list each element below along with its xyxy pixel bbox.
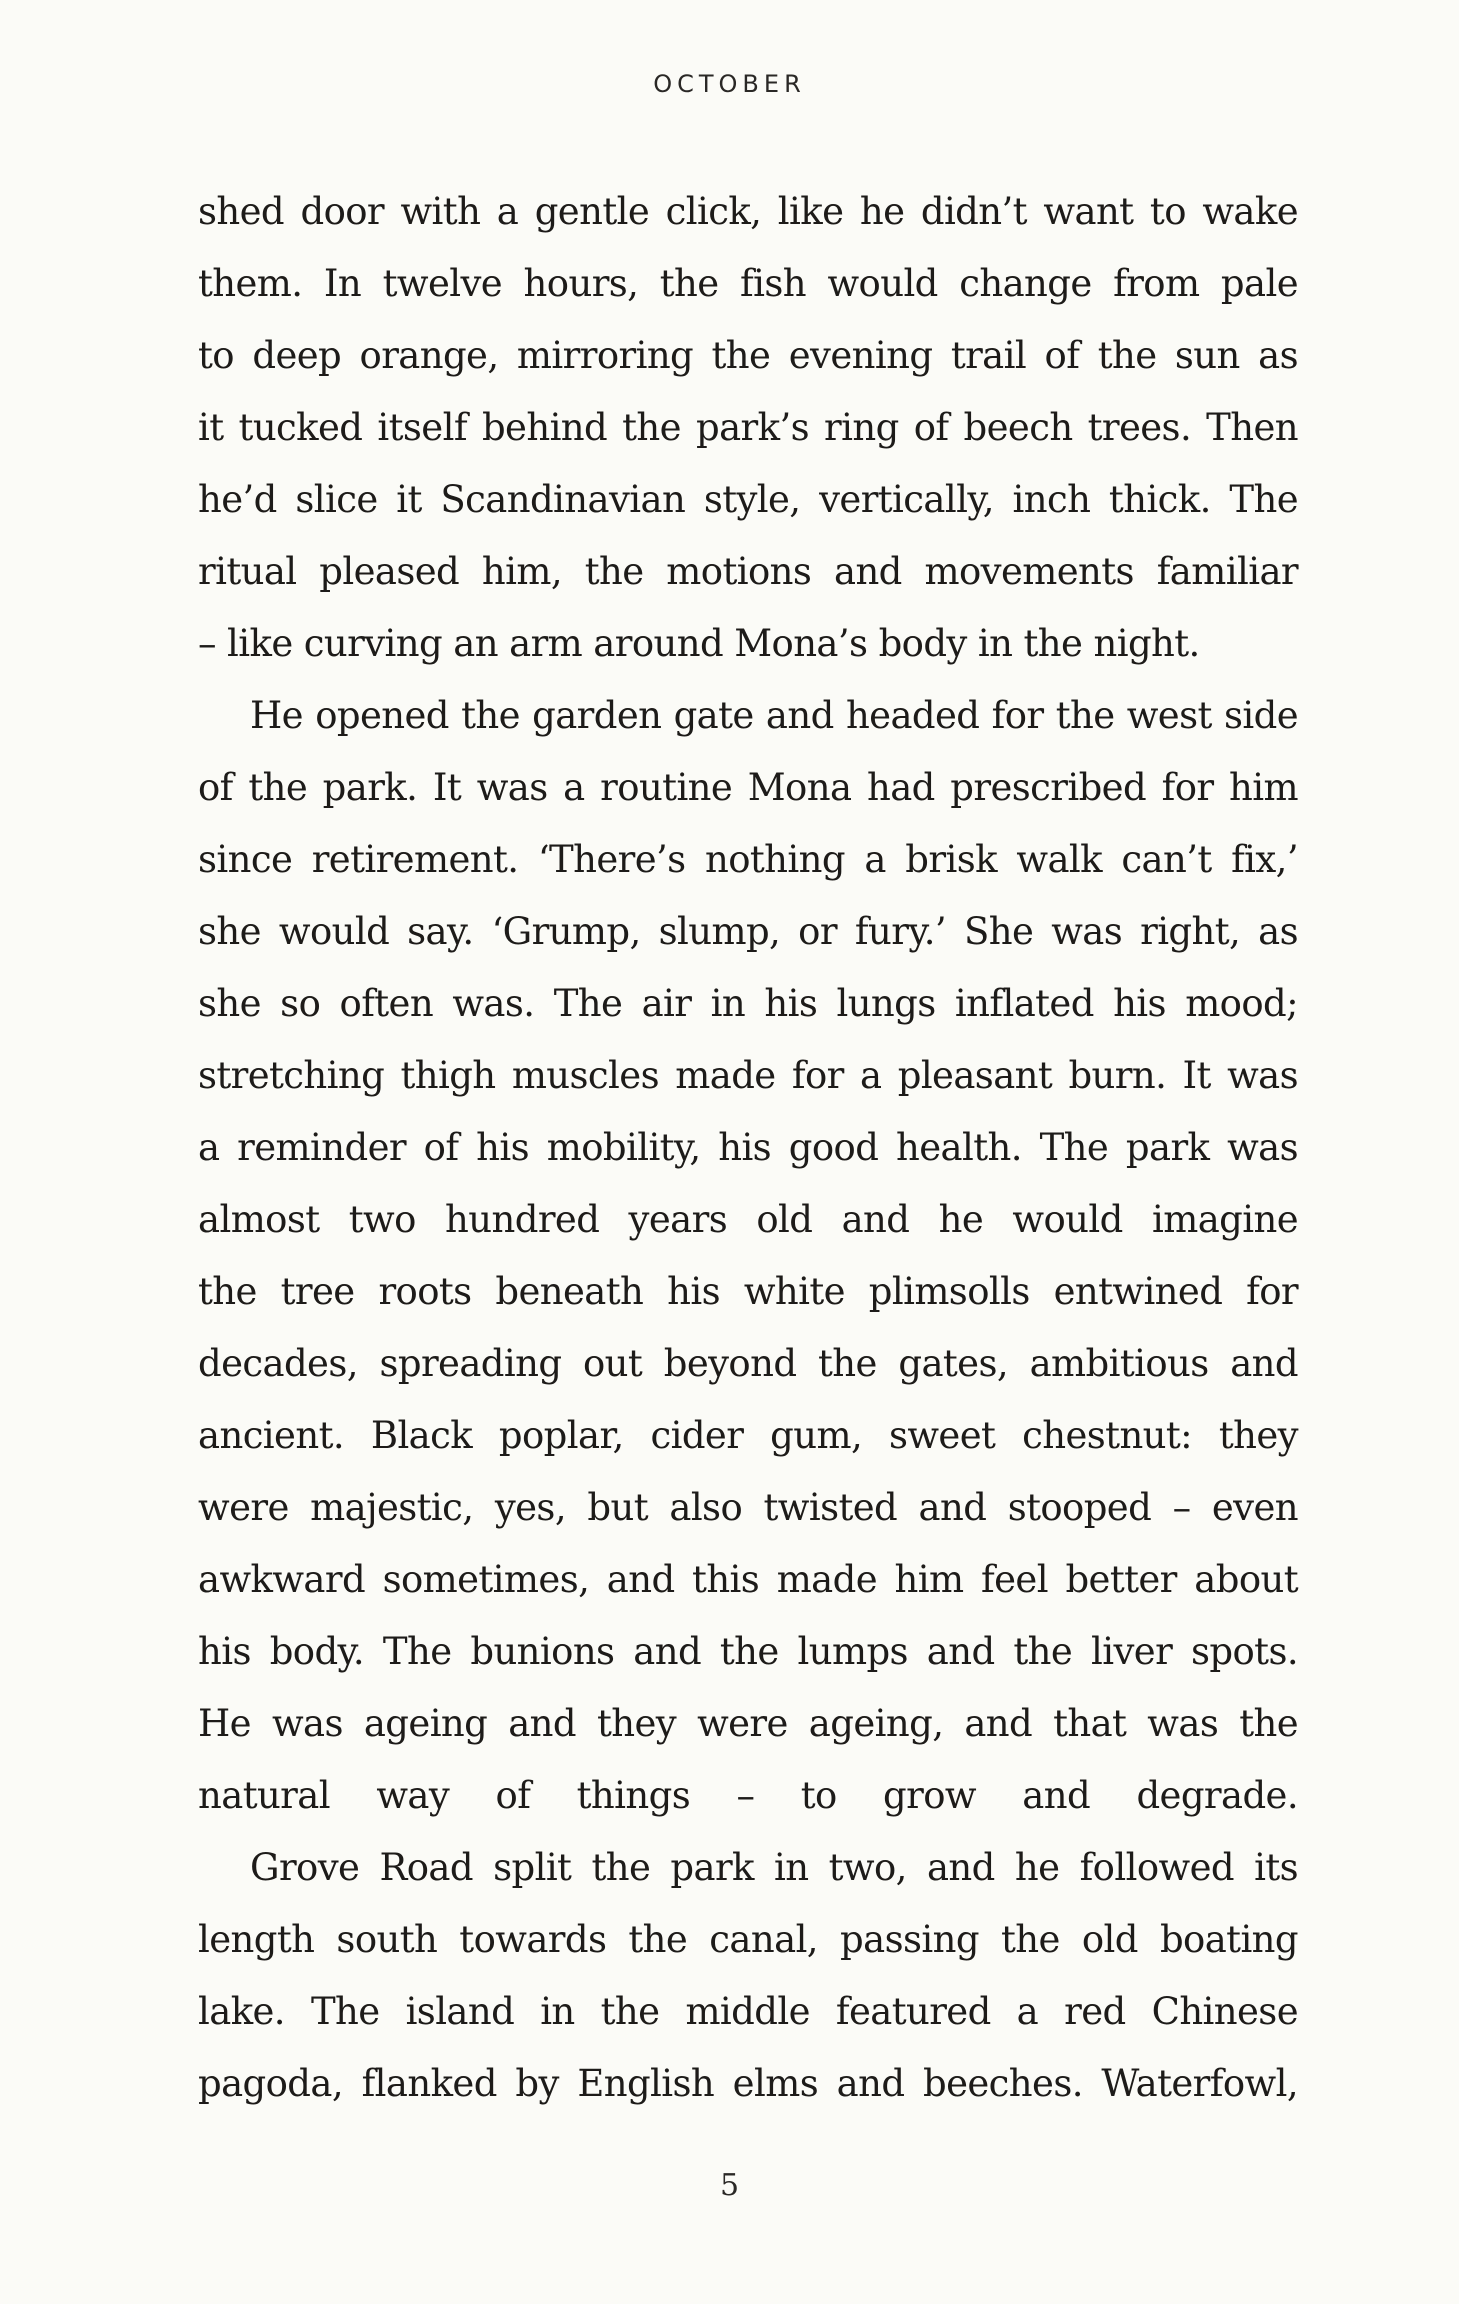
text-line: Grove Road split the park in two, and he followed its: [250, 1846, 1298, 1889]
text-line: almost two hundred years old and he would imagine: [198, 1198, 1298, 1241]
text-line: ancient. Black poplar, cider gum, sweet chestnut: they: [198, 1414, 1298, 1457]
text-line: stretching thigh muscles made for a pleasant burn. It was: [198, 1054, 1298, 1097]
running-head: OCTOBER: [653, 70, 806, 98]
body-text: [198, 176, 1298, 2120]
text-line: length south towards the canal, passing the old boating: [198, 1918, 1298, 1961]
text-line: He was ageing and they were ageing, and that was the: [198, 1702, 1298, 1745]
text-line: He opened the garden gate and headed for the west side: [250, 694, 1298, 737]
text-line: the tree roots beneath his white plimsolls entwined for: [198, 1270, 1298, 1313]
text-line: his body. The bunions and the lumps and the liver spots.: [198, 1630, 1298, 1673]
text-line: – like curving an arm around Mona’s body in the night.: [198, 622, 1200, 665]
text-line: a reminder of his mobility, his good health. The park was: [198, 1126, 1298, 1169]
text-line: awkward sometimes, and this made him feel better about: [198, 1558, 1298, 1601]
text-line: he’d slice it Scandinavian style, vertically, inch thick. The: [198, 478, 1298, 521]
page-number: 5: [719, 2168, 740, 2203]
text-line: lake. The island in the middle featured a red Chinese: [198, 1990, 1298, 2033]
text-line: it tucked itself behind the park’s ring of beech trees. Then: [198, 406, 1298, 449]
text-line: since retirement. ‘There’s nothing a brisk walk can’t fix,’: [198, 838, 1298, 881]
text-line: shed door with a gentle click, like he didn’t want to wake: [198, 190, 1298, 233]
paragraph-2: [198, 680, 1298, 1832]
paragraph-3: [198, 1832, 1298, 2120]
text-line: decades, spreading out beyond the gates, ambitious and: [198, 1342, 1298, 1385]
text-line: were majestic, yes, but also twisted and stooped – even: [198, 1486, 1298, 1529]
text-line: natural way of things – to grow and degrade.: [198, 1774, 1298, 1817]
text-line: to deep orange, mirroring the evening trail of the sun as: [198, 334, 1298, 377]
text-line: she so often was. The air in his lungs inflated his mood;: [198, 982, 1298, 1025]
text-line: ritual pleased him, the motions and movements familiar: [198, 550, 1298, 593]
text-line: them. In twelve hours, the fish would change from pale: [198, 262, 1298, 305]
text-line: pagoda, flanked by English elms and beeches. Waterfowl,: [198, 2062, 1298, 2105]
paragraph-1: [198, 176, 1298, 680]
text-line: of the park. It was a routine Mona had prescribed for him: [198, 766, 1298, 809]
text-line: she would say. ‘Grump, slump, or fury.’ She was right, as: [198, 910, 1298, 953]
